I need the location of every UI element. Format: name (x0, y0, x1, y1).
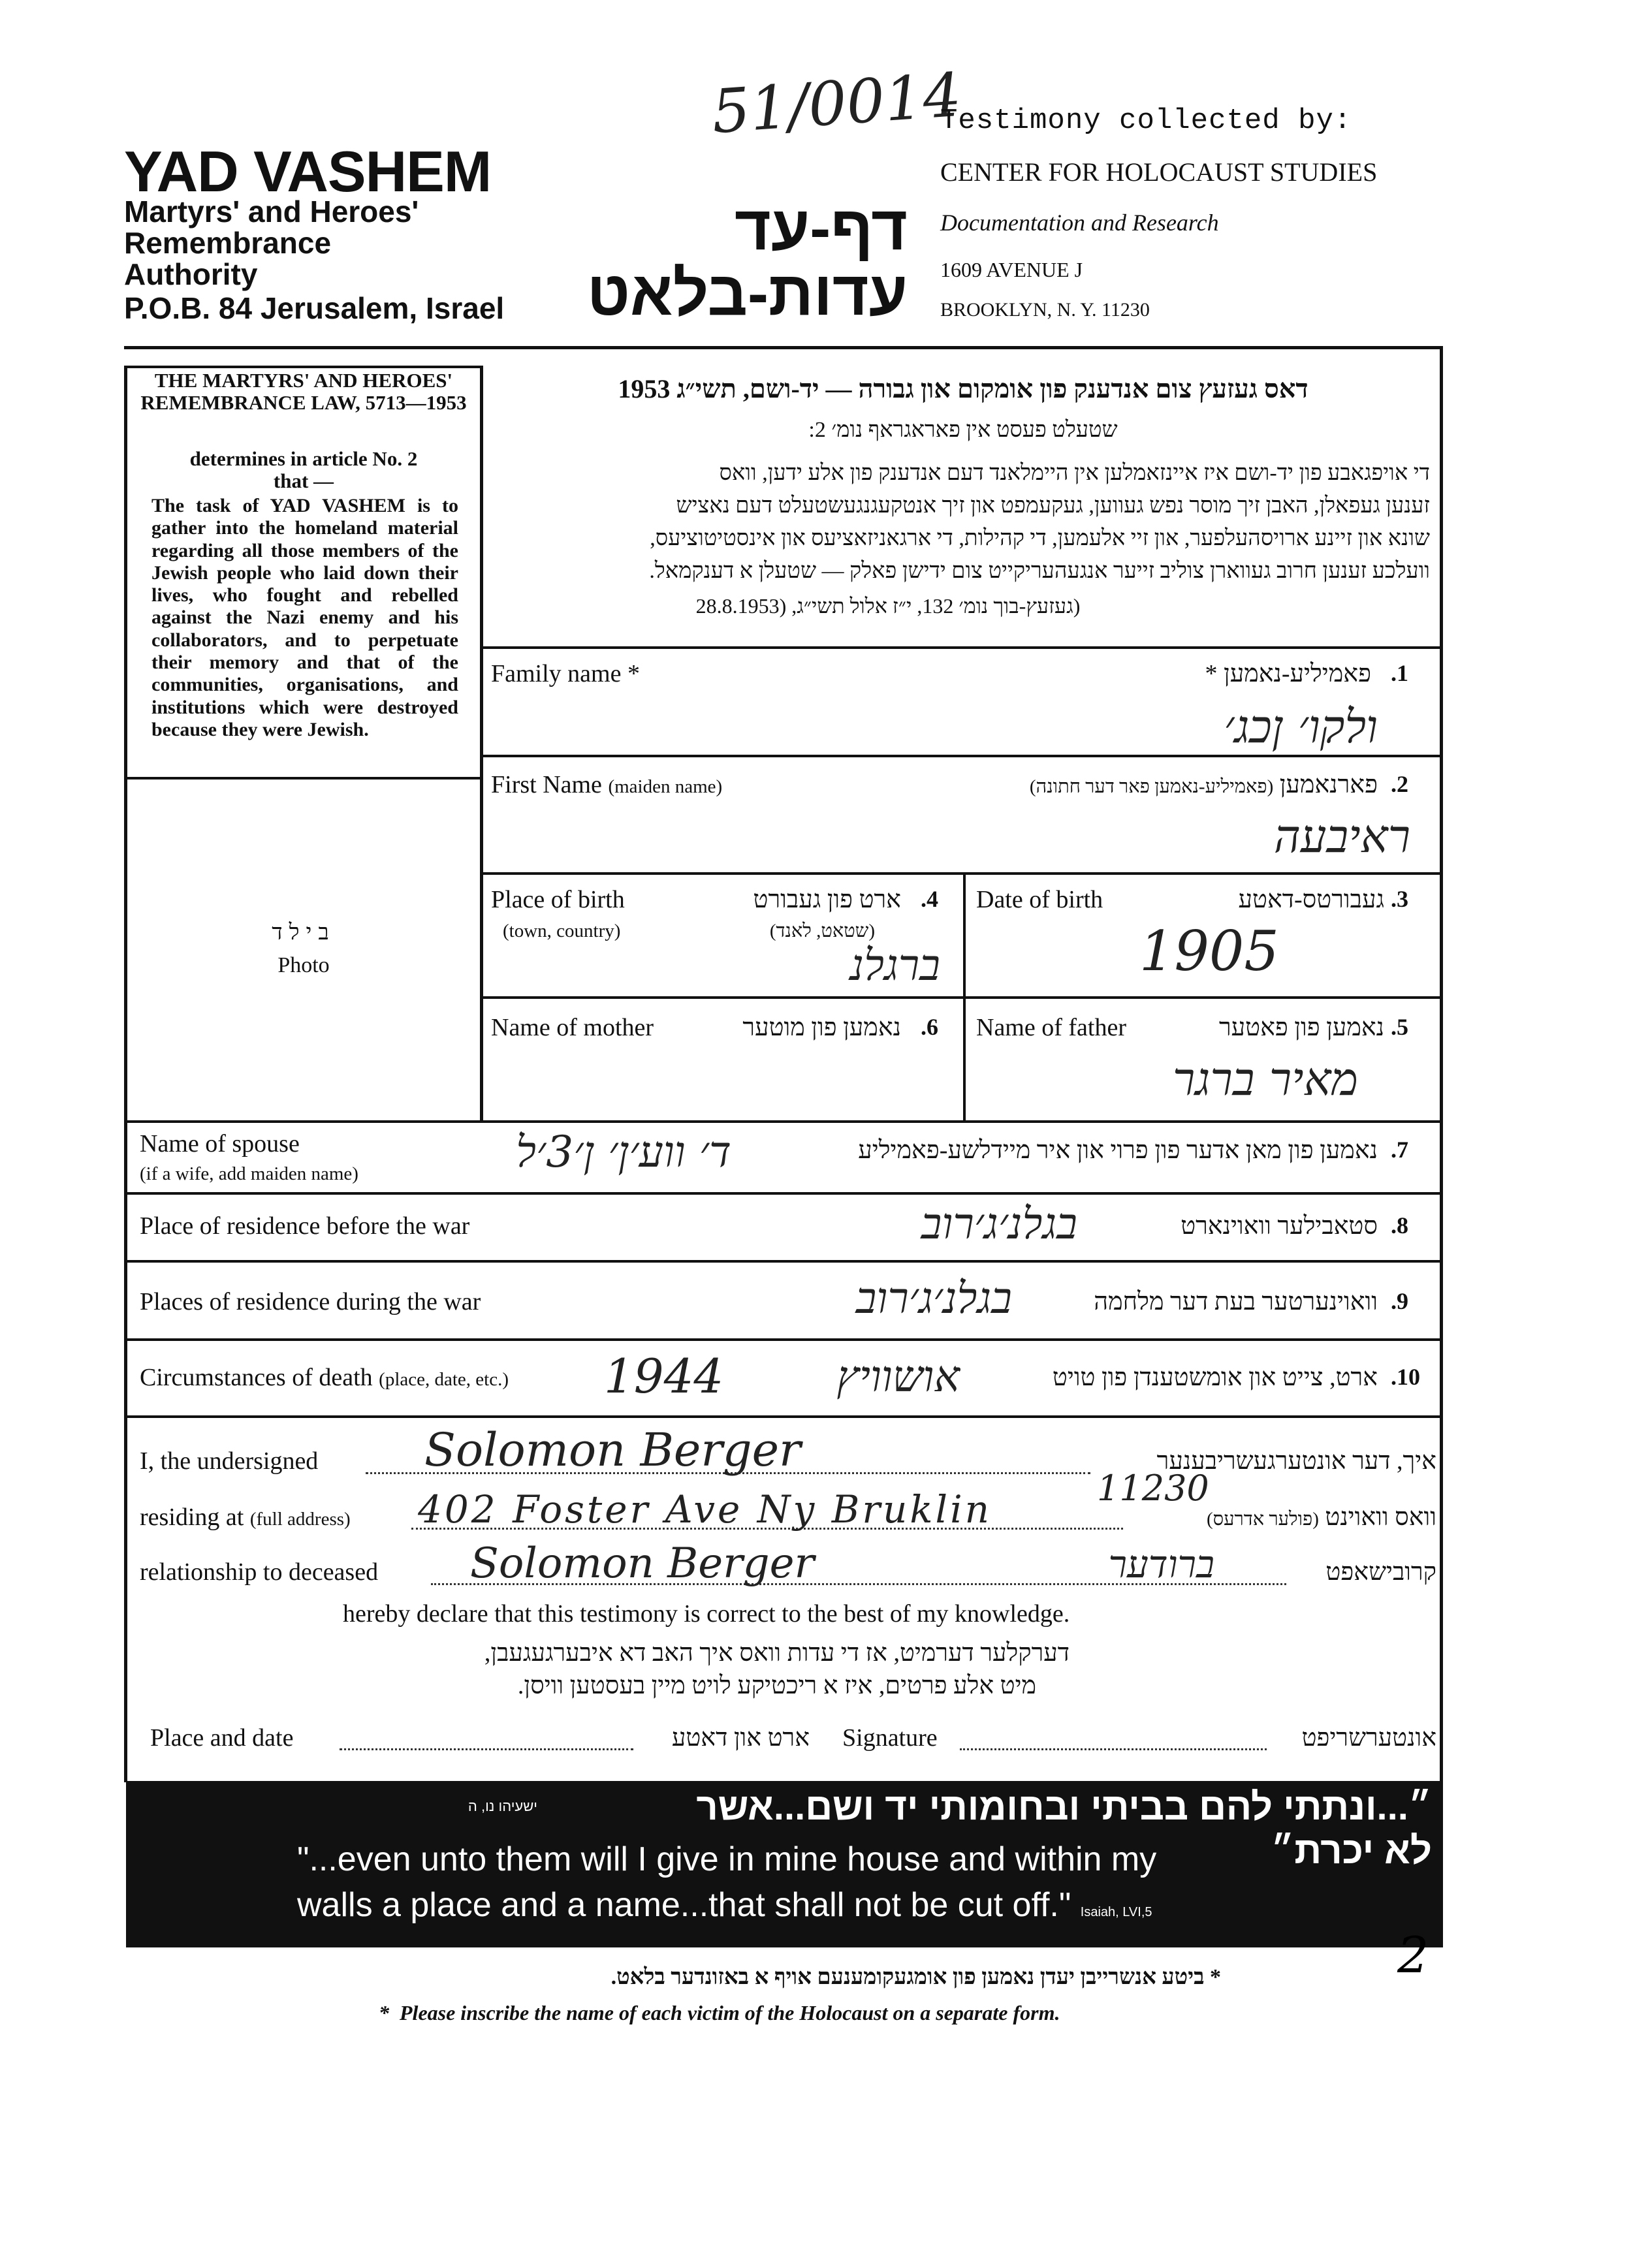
residing-label (140, 1503, 351, 1532)
page-mark: 2 (1397, 1926, 1429, 1984)
declare-text: hereby declare that this testimony is correct to the best of my knowledge. (343, 1600, 1070, 1628)
field-4-number: .4 (921, 886, 938, 912)
place-of-birth-value[interactable]: ברגלנ (849, 940, 940, 990)
family-name-label-hebrew: פאמיליע-נאמען * (1205, 660, 1371, 687)
photo-label: Photo (277, 953, 330, 977)
center-city: BROOKLYN, N. Y. 11230 (940, 299, 1150, 321)
yiddish-law-line-1: די אויפגאבע פון יד-ושם איז איינזאמלען אין היימלאנד דעם אנדענק פון אלע ידען, וואס (719, 461, 1430, 485)
row-line-1 (480, 646, 1443, 649)
residing-label-small: (full address) (249, 1509, 351, 1530)
residing-label-text: residing at (140, 1504, 244, 1531)
banner-english-1: "...even unto them will I give in mine house and within my (297, 1840, 1157, 1878)
frame-left (124, 366, 127, 1123)
residence-during-war-value[interactable]: בגלנ׳ג׳רוב (855, 1273, 1012, 1323)
father-name-label-hebrew: נאמען פון פאטער (1218, 1014, 1384, 1041)
first-name-label-hebrew (816, 770, 1378, 799)
residence-before-war-label: Place of residence before the war (140, 1212, 470, 1240)
law-title: THE MARTYRS' AND HEROES' REMEMBRANCE LAW, 5713—1953 (140, 369, 467, 414)
center-sub: Documentation and Research (940, 210, 1219, 236)
footer-note-text: Please inscribe the name of each victim of the Holocaust on a separate form. (400, 2001, 1060, 2024)
relationship-value-2[interactable]: ברודער (1108, 1542, 1214, 1586)
yiddish-law-subtitle: שטעלט פעסט אין פאראגראף נומ׳ 2: (808, 418, 1118, 442)
spouse-name-label-small: (if a wife, add maiden name) (140, 1163, 358, 1184)
law-line3: that — (273, 469, 334, 492)
center-name: CENTER FOR HOLOCAUST STUDIES (940, 157, 1378, 187)
date-of-birth-value[interactable]: 1905 (1139, 919, 1279, 983)
field-9-number: .9 (1391, 1288, 1408, 1314)
relationship-value[interactable]: Solomon Berger (470, 1539, 815, 1588)
yiddish-law-line-4: וועלכע זענען חרוב געווארן צוליב זייער אנגעהעריקייט צום ידישן פאלק — שטעלן א דענקמאל. (649, 559, 1430, 583)
hebrew-title-2: עדות-בלאט (586, 259, 908, 328)
place-of-birth-label-hebrew-small: (שטאט, לאנד) (769, 921, 875, 941)
frame-left-lower (124, 1120, 127, 1782)
row-line-8 (124, 1260, 1443, 1263)
org-line-1: Martyrs' and Heroes' (124, 195, 419, 228)
circumstances-of-death-label (140, 1363, 509, 1392)
death-year-value[interactable]: 1944 (604, 1349, 724, 1404)
field-5-number: .5 (1391, 1014, 1408, 1040)
row-line-9 (124, 1338, 1443, 1341)
field-10-number: .10 (1391, 1364, 1420, 1390)
first-name-label (491, 770, 722, 799)
row-line-7 (124, 1192, 1443, 1195)
yiddish-law-line-5: (געזעץ-בוך נומ׳ 132, י״ז אלול תשי״ג, (28.8.1953 (695, 594, 1081, 618)
org-address: P.O.B. 84 Jerusalem, Israel (124, 291, 505, 325)
undersigned-value[interactable]: Solomon Berger (424, 1423, 801, 1477)
banner-english-ref: Isaiah, LVI,5 (1080, 1905, 1152, 1919)
residing-value[interactable]: 402 Foster Ave Ny Bruklin (418, 1487, 992, 1532)
residing-label-hebrew (1123, 1503, 1436, 1532)
quote-banner (126, 1781, 1443, 1947)
mid-divider (963, 872, 966, 1123)
archive-number: 51/0014 (709, 59, 964, 148)
frame-right (1440, 346, 1443, 1782)
field-8-number: .8 (1391, 1212, 1408, 1238)
father-name-label: Name of father (976, 1014, 1126, 1041)
family-name-label: Family name * (491, 660, 640, 687)
circumstances-of-death-label-text: Circumstances of death (140, 1364, 373, 1391)
place-of-birth-label-hebrew: ארט פון געבורט (753, 886, 901, 913)
collected-by: Testimony collected by: (940, 104, 1352, 137)
banner-english-2-text: walls a place and a name...that shall not be cut off." (297, 1886, 1071, 1924)
yiddish-law-line-2: זענען געפאלן, האבן זיך מוסר נפש געווען, געקעמפט און זיך אנטקעגנגעשטעלט דעם נאציש (676, 494, 1430, 518)
residence-during-war-label: Places of residence during the war (140, 1288, 481, 1315)
first-name-label-hebrew-text: פארנאמען (1279, 771, 1378, 798)
date-of-birth-label: Date of birth (976, 886, 1103, 913)
relationship-label: relationship to deceased (140, 1558, 379, 1586)
residence-before-war-label-hebrew: סטאבילער וואוינארט (1181, 1212, 1378, 1240)
residing-label-hebrew-small: (פולער אדרעס) (1206, 1509, 1319, 1530)
father-name-value[interactable]: מאיר ברגר (1172, 1052, 1358, 1106)
circumstances-of-death-label-hebrew: ארט, צייט און אומשטענדן פון טויט (1052, 1364, 1378, 1391)
first-name-value[interactable]: ראיבעה (1273, 810, 1410, 863)
footer-note: * Please inscribe the name of each victim of the Holocaust on a separate form. (379, 2001, 1060, 2024)
declare-text-hebrew-1: דערקלער דערמיט, אז די עדות וואס איך האב דא איבערגעגעבן, (484, 1639, 1070, 1667)
residing-label-hebrew-text: וואס וואוינט (1325, 1504, 1436, 1531)
footer-note-hebrew: * ביטע אנשרייבן יעדן נאמען פון אומגעקומענעם אויף א באזונדער בלאט. (610, 1965, 1221, 1989)
signature-label-hebrew: אונטערשריפט (1301, 1724, 1436, 1752)
photo-bottom (124, 1120, 1443, 1123)
leftbox-top (124, 366, 483, 368)
row-line-3 (480, 872, 1443, 875)
org-name: YAD VASHEM (124, 139, 492, 204)
first-name-label-small: (maiden name) (608, 776, 723, 797)
family-name-value[interactable]: ולקו׳ ןכג׳ (1224, 700, 1378, 753)
row-line-10 (124, 1415, 1443, 1418)
date-of-birth-label-hebrew: געבורטס-דאטע (1238, 886, 1384, 913)
place-date-label: Place and date (150, 1724, 294, 1752)
first-name-label-hebrew-small: (פאמיליע-נאמען פאר דער חתונה) (1029, 776, 1274, 797)
photo-label-hebrew: בילד (272, 921, 336, 945)
residence-before-war-value[interactable]: בגלנ׳ג׳רוב (921, 1199, 1077, 1249)
residing-zip-value[interactable]: 11230 (1097, 1468, 1209, 1509)
signature-line (960, 1748, 1267, 1750)
first-name-label-text: First Name (491, 771, 602, 798)
place-date-label-hebrew: ארט און דאטע (671, 1724, 810, 1752)
mother-name-label: Name of mother (491, 1014, 654, 1041)
banner-english-2 (297, 1885, 1152, 1925)
undersigned-label: I, the undersigned (140, 1447, 319, 1475)
frame-top (124, 346, 1443, 349)
row-line-2 (480, 755, 1443, 757)
lawbox-bottom (124, 777, 483, 780)
spouse-name-label-hebrew: נאמען פון מאן אדער פון פרוי און איר מיידלשע-פאמיליע (858, 1137, 1378, 1164)
row-line-4 (480, 996, 1443, 999)
center-street: 1609 AVENUE J (940, 258, 1083, 281)
relationship-label-hebrew: קרובישאפט (1325, 1558, 1436, 1586)
yiddish-law-title: דאס געזעץ צום אנדענק פון אומקום און גבורה — יד-ושם, תשי״ג 1953 (618, 374, 1308, 403)
place-date-line (340, 1748, 633, 1750)
place-of-birth-label-small: (town, country) (503, 921, 621, 941)
circumstances-of-death-label-small: (place, date, etc.) (379, 1369, 509, 1390)
banner-hebrew: ״...ונתתי להם בביתי ובחומותי יד ושם...אשר לא יכרת״ (696, 1786, 1432, 1872)
law-body: The task of YAD VASHEM is to gather into the homeland material regarding all those members of the Jewish people who laid down their lives, who fought and rebelled against the Nazi enemy and his collaborators, and to perpetuate their memory and that of the communities, organisations, and institutions which were destroyed because they were Jewish. (151, 495, 458, 740)
hebrew-title-1: דף-עד (735, 193, 908, 263)
residence-during-war-label-hebrew: וואוינערטער בעת דער מלחמה (1094, 1288, 1378, 1315)
footer-note-hebrew-text: ביטע אנשרייבן יעדן נאמען פון אומגעקומענעם אויף א באזונדער בלאט. (610, 1965, 1205, 1989)
field-3-number: .3 (1391, 886, 1408, 912)
field-1-number: .1 (1391, 660, 1408, 686)
spouse-name-label: Name of spouse (140, 1130, 300, 1158)
banner-hebrew-ref: ישעיהו נו, ה (468, 1798, 537, 1814)
yiddish-law-line-3: שונא און זיינע ארויסהעלפער, און זיי אלעמען, די קהילות, די ארגאניזאציעס און אינסטיטוציעס, (650, 526, 1430, 550)
field-7-number: .7 (1391, 1137, 1408, 1163)
spouse-name-value[interactable]: ד׳ ווע׳ן׳ ן׳3׳ל (516, 1127, 731, 1177)
org-line-2: Remembrance (124, 226, 332, 260)
circumstances-of-death-value[interactable]: אושוויץ (836, 1351, 960, 1402)
field-2-number: .2 (1391, 771, 1408, 797)
signature-label: Signature (842, 1724, 938, 1752)
place-of-birth-label: Place of birth (491, 886, 625, 913)
leftcol-divider (480, 366, 483, 1123)
undersigned-label-hebrew: איך, דער אונטערגעשריבענער (1156, 1447, 1436, 1475)
org-line-3: Authority (124, 257, 258, 291)
law-line2: determines in article No. 2 (189, 447, 418, 470)
mother-name-label-hebrew: נאמען פון מוטער (742, 1014, 901, 1041)
field-6-number: .6 (921, 1014, 938, 1040)
declare-text-hebrew-2: מיט אלע פרטים, איז א ריכטיקע לויט מיין בעסטען וויסן. (517, 1672, 1037, 1699)
